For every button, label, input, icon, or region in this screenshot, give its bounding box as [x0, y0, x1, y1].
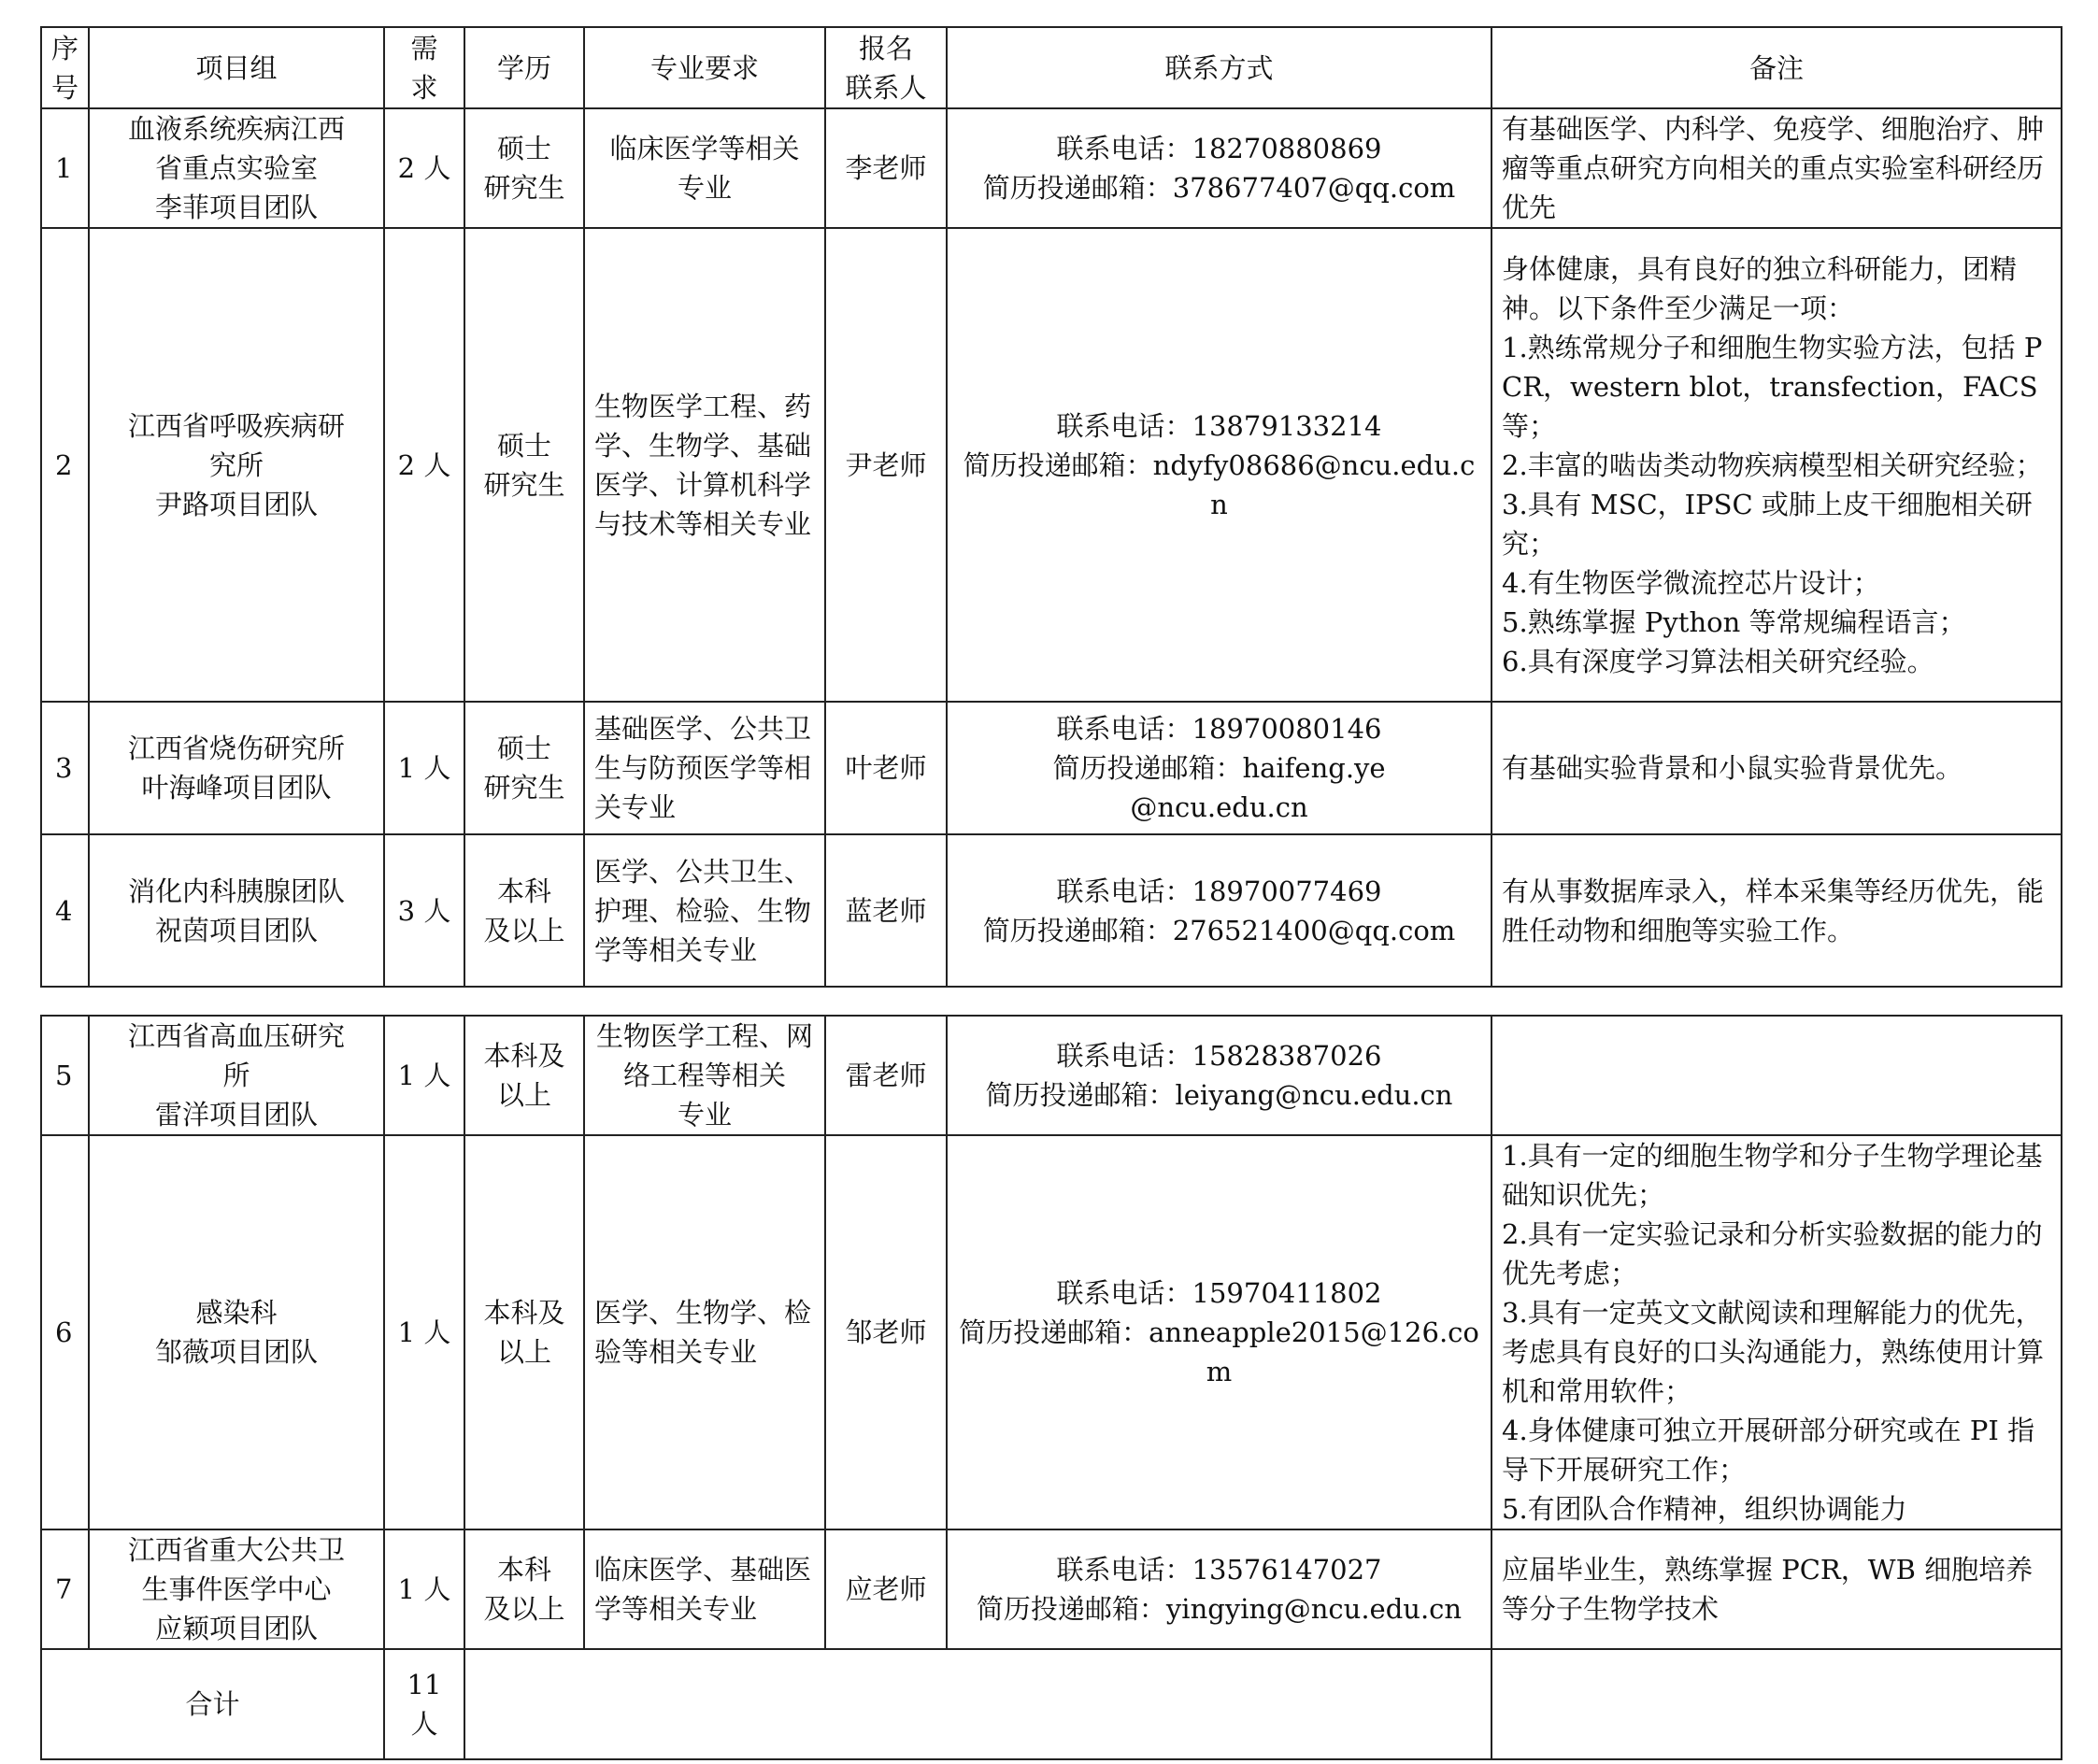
row-contact: 联系电话：15828387026 简历投递邮箱：leiyang@ncu.edu.cn	[947, 1016, 1491, 1135]
row-need: 1 人	[384, 1135, 464, 1529]
row-no: 5	[41, 1016, 89, 1135]
row-major: 临床医学、基础医学等相关专业	[584, 1529, 825, 1649]
row-need: 1 人	[384, 1529, 464, 1649]
header-contact-person: 报名 联系人	[825, 27, 947, 108]
row-need: 3 人	[384, 834, 464, 987]
header-contact: 联系方式	[947, 27, 1491, 108]
table-row	[41, 834, 2062, 987]
row-group: 江西省呼吸疾病研 究所 尹路项目团队	[89, 228, 384, 702]
row-group: 血液系统疾病江西 省重点实验室 李菲项目团队	[89, 108, 384, 228]
recruitment-table-part1	[40, 26, 2062, 988]
table-row	[41, 1135, 2062, 1529]
row-edu: 本科 及以上	[464, 1529, 584, 1649]
row-person: 应老师	[825, 1529, 947, 1649]
header-need: 需 求	[384, 27, 464, 108]
table-row	[41, 228, 2062, 702]
table-row	[41, 108, 2062, 228]
row-group: 消化内科胰腺团队 祝茵项目团队	[89, 834, 384, 987]
row-person: 尹老师	[825, 228, 947, 702]
row-notes: 1.具有一定的细胞生物学和分子生物学理论基础知识优先； 2.具有一定实验记录和分析实验数据的能力的优先考虑； 3.具有一定英文文献阅读和理解能力的优先，考虑具有良好的口头沟通能力，熟练使用计算机和常用软件； 4.身体健康可独立开展研部分研究或在 PI 指导下开展研究工作； 5.有团队合作精神，组织协调能力	[1491, 1135, 2062, 1529]
header-row	[41, 27, 2062, 108]
total-label: 合计	[41, 1649, 384, 1759]
row-edu: 硕士 研究生	[464, 228, 584, 702]
row-major: 医学、生物学、检验等相关专业	[584, 1135, 825, 1529]
row-major: 生物医学工程、药学、生物学、基础医学、计算机科学与技术等相关专业	[584, 228, 825, 702]
row-no: 4	[41, 834, 89, 987]
row-contact: 联系电话：13576147027 简历投递邮箱：yingying@ncu.edu.cn	[947, 1529, 1491, 1649]
row-need: 2 人	[384, 228, 464, 702]
row-notes: 有从事数据库录入，样本采集等经历优先，能胜任动物和细胞等实验工作。	[1491, 834, 2062, 987]
header-notes: 备注	[1491, 27, 2062, 108]
row-notes: 身体健康，具有良好的独立科研能力，团精神。以下条件至少满足一项： 1.熟练常规分子和细胞生物实验方法，包括 PCR，western blot，transfection，FACS 等； 2.丰富的啮齿类动物疾病模型相关研究经验； 3.具有 MSC，IPSC 或肺上皮干细胞相关研究； 4.有生物医学微流控芯片设计； 5.熟练掌握 Python 等常规编程语言； 6.具有深度学习算法相关研究经验。	[1491, 228, 2062, 702]
row-notes: 应届毕业生，熟练掌握 PCR，WB 细胞培养等分子生物学技术	[1491, 1529, 2062, 1649]
row-person: 叶老师	[825, 702, 947, 834]
row-edu: 本科及 以上	[464, 1135, 584, 1529]
row-edu: 硕士 研究生	[464, 108, 584, 228]
row-group: 感染科 邹薇项目团队	[89, 1135, 384, 1529]
row-contact: 联系电话：18270880869 简历投递邮箱：378677407@qq.com	[947, 108, 1491, 228]
row-major: 生物医学工程、网络工程等相关 专业	[584, 1016, 825, 1135]
recruitment-table-part2	[40, 1015, 2062, 1760]
row-person: 邹老师	[825, 1135, 947, 1529]
row-edu: 本科 及以上	[464, 834, 584, 987]
total-need: 11 人	[384, 1649, 464, 1759]
row-notes: 有基础医学、内科学、免疫学、细胞治疗、肿瘤等重点研究方向相关的重点实验室科研经历优先	[1491, 108, 2062, 228]
row-edu: 硕士 研究生	[464, 702, 584, 834]
row-major: 临床医学等相关 专业	[584, 108, 825, 228]
table-row	[41, 1016, 2062, 1135]
row-no: 2	[41, 228, 89, 702]
row-person: 蓝老师	[825, 834, 947, 987]
header-group: 项目组	[89, 27, 384, 108]
row-no: 3	[41, 702, 89, 834]
row-notes	[1491, 1016, 2062, 1135]
total-notes-empty	[1491, 1649, 2062, 1759]
row-edu: 本科及 以上	[464, 1016, 584, 1135]
header-no: 序 号	[41, 27, 89, 108]
row-need: 1 人	[384, 702, 464, 834]
table-row	[41, 702, 2062, 834]
row-contact: 联系电话：18970080146 简历投递邮箱：haifeng.ye @ncu.edu.cn	[947, 702, 1491, 834]
header-edu: 学历	[464, 27, 584, 108]
row-group: 江西省烧伤研究所 叶海峰项目团队	[89, 702, 384, 834]
row-contact: 联系电话：13879133214 简历投递邮箱：ndyfy08686@ncu.edu.cn	[947, 228, 1491, 702]
row-need: 2 人	[384, 108, 464, 228]
total-empty	[464, 1649, 1491, 1759]
row-no: 7	[41, 1529, 89, 1649]
table-row	[41, 1529, 2062, 1649]
row-person: 李老师	[825, 108, 947, 228]
row-group: 江西省重大公共卫 生事件医学中心 应颖项目团队	[89, 1529, 384, 1649]
row-person: 雷老师	[825, 1016, 947, 1135]
row-contact: 联系电话：15970411802 简历投递邮箱：anneapple2015@126.com	[947, 1135, 1491, 1529]
total-row	[41, 1649, 2062, 1759]
row-need: 1 人	[384, 1016, 464, 1135]
row-major: 医学、公共卫生、护理、检验、生物学等相关专业	[584, 834, 825, 987]
header-major: 专业要求	[584, 27, 825, 108]
row-group: 江西省高血压研究 所 雷洋项目团队	[89, 1016, 384, 1135]
row-major: 基础医学、公共卫生与防预医学等相关专业	[584, 702, 825, 834]
row-no: 1	[41, 108, 89, 228]
row-notes: 有基础实验背景和小鼠实验背景优先。	[1491, 702, 2062, 834]
row-no: 6	[41, 1135, 89, 1529]
row-contact: 联系电话：18970077469 简历投递邮箱：276521400@qq.com	[947, 834, 1491, 987]
